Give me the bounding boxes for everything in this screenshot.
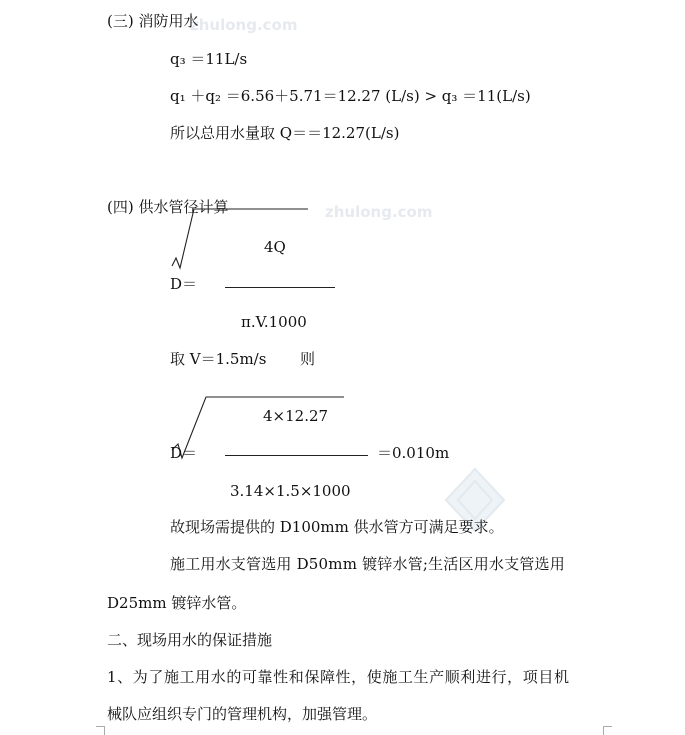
radical-sign-1-icon [170,206,310,272]
formula-1-d: D＝ [170,275,198,293]
formula-1-fraction-bar [225,287,335,288]
formula-2-fraction-bar [225,455,368,456]
section-3-heading: (三) 消防用水 [107,12,199,30]
item-1-line-2: 械队应组织专门的管理机构，加强管理。 [107,705,378,723]
item-1-line-1: 1、为了施工用水的可靠性和保障性，使施工生产顺利进行，项目机 [107,668,570,686]
section-2-heading: 二、现场用水的保证措施 [107,631,273,649]
paragraph-d50: 施工用水支管选用 D50mm 镀锌水管;生活区用水支管选用 [170,555,565,573]
paragraph-d25: D25mm 镀锌水管。 [107,594,247,612]
formula-2-denominator: 3.14×1.5×1000 [230,482,351,500]
formula-2-numerator: 4×12.27 [263,407,329,425]
watermark-mid: zhulong.com [325,203,433,221]
total-line: 所以总用水量取 Q＝＝12.27(L/s) [170,124,400,142]
formula-2-result: ＝0.010m [377,444,450,462]
formula-2-d: D＝ [170,444,198,462]
q3-line: q₃ ＝11L/s [170,50,248,68]
then-word: 则 [300,350,316,368]
sum-line: q₁ ＋q₂ ＝6.56＋5.71＝12.27 (L/s) > q₃ ＝11(L/s) [170,87,531,105]
take-velocity-line: 取 V＝1.5m/s [170,350,267,368]
formula-1-numerator: 4Q [264,238,286,256]
paragraph-d100: 故现场需提供的 D100mm 供水管方可满足要求。 [170,518,504,536]
section-4-heading: (四) 供水管径计算 [107,198,229,216]
formula-1-denominator: π.V.1000 [241,313,307,331]
watermark-top: zhulong.com [190,16,298,34]
